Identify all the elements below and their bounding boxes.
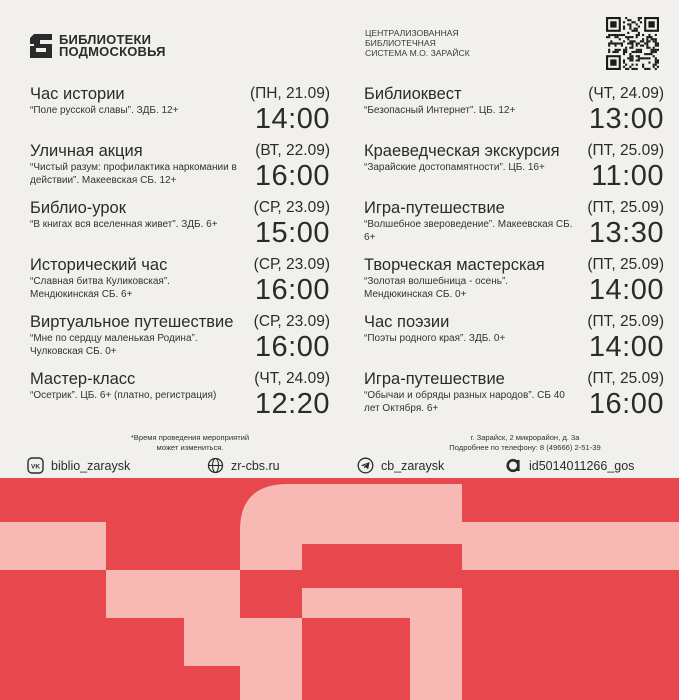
event-item [30, 199, 330, 255]
event-time: 12:20 [254, 388, 330, 420]
event-item [364, 370, 664, 426]
org-line1: ЦЕНТРАЛИЗОВАННАЯ [365, 28, 459, 38]
time-change-note [120, 433, 260, 453]
qr-code-icon[interactable] [606, 17, 659, 70]
globe-icon [207, 457, 224, 474]
telegram-link[interactable] [357, 457, 444, 474]
pattern-graphic [0, 478, 679, 700]
event-title: Мастер-класс [30, 370, 136, 388]
event-date: (СР, 23.09) [253, 256, 330, 273]
decorative-pattern [0, 478, 679, 700]
event-time: 14:00 [588, 274, 664, 306]
telegram-handle[interactable]: cb_zaraysk [381, 458, 445, 473]
event-item [30, 142, 330, 198]
contact-info [420, 433, 630, 453]
event-description: “Золотая волшебница - осень”. Мендюкинская СБ. 0+ [364, 276, 509, 300]
event-date: (ЧТ, 24.09) [588, 85, 664, 102]
event-title: Библио-урок [30, 199, 126, 217]
ok-handle[interactable]: id5014011266_gos [529, 458, 635, 473]
event-description: “Чистый разум: профилактика наркомании в действии”. Макеевская СБ. 12+ [30, 162, 237, 186]
svg-text:VK: VK [30, 463, 41, 471]
event-date: (ПТ, 25.09) [587, 313, 664, 330]
pattern-block-right-1 [462, 522, 679, 570]
website-link[interactable] [207, 457, 280, 474]
event-date: (ЧТ, 24.09) [254, 370, 330, 387]
event-time: 16:00 [254, 274, 330, 306]
event-title: Краеведческая экскурсия [364, 142, 560, 160]
org-line2: БИБЛИОТЕЧНАЯ [365, 38, 436, 48]
vk-link[interactable] [27, 457, 130, 474]
event-date: (ПТ, 25.09) [587, 256, 664, 273]
event-date: (СР, 23.09) [253, 199, 330, 216]
libraries-logo-icon [29, 33, 53, 59]
event-date: (ПТ, 25.09) [587, 199, 664, 216]
address: г. Зарайск, 2 микрорайон, д. 3а [470, 433, 580, 442]
event-title: Игра-путешествие [364, 370, 505, 388]
pattern-block-right-2 [410, 618, 462, 666]
event-title: Творческая мастерская [364, 256, 545, 274]
logo-text [59, 34, 166, 58]
event-time: 11:00 [591, 160, 664, 192]
event-title: Час истории [30, 85, 125, 103]
vk-handle[interactable]: biblio_zaraysk [51, 458, 131, 473]
event-time: 15:00 [254, 217, 330, 249]
organization-name [365, 28, 470, 58]
event-description: “Славная битва Куликовская”. Мендюкинская СБ. 6+ [30, 276, 170, 300]
note-line1: *Время проведения мероприятий [130, 433, 250, 442]
logo-line2: ПОДМОСКОВЬЯ [59, 44, 166, 59]
event-title: Библиоквест [364, 85, 462, 103]
logo [29, 33, 166, 59]
event-description: “Осетрик”. ЦБ. 6+ (платно, регистрация) [30, 390, 217, 401]
event-description: “Волшебное звероведение”. Макеевская СБ. 6+ [364, 219, 573, 243]
ok-icon [505, 457, 522, 474]
pattern-block-left-2 [106, 570, 240, 618]
event-title: Исторический час [30, 256, 168, 274]
logo-line1: БИБЛИОТЕКИ [59, 32, 152, 47]
event-title: Уличная акция [30, 142, 143, 160]
pattern-block-left-1 [0, 522, 106, 570]
event-time: 14:00 [254, 103, 330, 135]
pattern-block-left-3 [184, 618, 240, 666]
event-item [364, 199, 664, 255]
event-description: “Зарайские достопамятности”. ЦБ. 16+ [364, 162, 545, 173]
event-date: (ПН, 21.09) [249, 85, 330, 102]
phone: Подробнее по телефону: 8 (49666) 2-51-39 [449, 443, 601, 452]
event-time: 13:00 [588, 103, 664, 135]
telegram-icon [357, 457, 374, 474]
event-time: 16:00 [588, 388, 664, 420]
event-title: Игра-путешествие [364, 199, 505, 217]
event-item [30, 85, 330, 141]
event-date: (ПТ, 25.09) [587, 370, 664, 387]
event-time: 16:00 [254, 160, 330, 192]
event-description: “В книгах вся вселенная живет”. ЗДБ. 6+ [30, 219, 218, 230]
ok-link[interactable] [505, 457, 634, 474]
event-item [364, 256, 664, 312]
event-date: (СР, 23.09) [253, 313, 330, 330]
event-item [30, 313, 330, 369]
event-item [30, 370, 330, 426]
event-item [364, 85, 664, 141]
event-description: “Мне по сердцу маленькая Родина”. Чулковская СБ. 0+ [30, 333, 198, 357]
event-description: “Обычаи и обряды разных народов”. СБ 40 лет Октября. 6+ [364, 390, 565, 414]
event-title: Виртуальное путешествие [30, 313, 234, 331]
org-line3: СИСТЕМА М.О. ЗАРАЙСК [365, 48, 470, 58]
pattern-inner-block [302, 618, 410, 700]
event-time: 14:00 [588, 331, 664, 363]
event-title: Час поэзии [364, 313, 450, 331]
note-line2: может измениться. [156, 443, 224, 452]
event-item [364, 313, 664, 369]
event-item [364, 142, 664, 198]
event-description: “Поэты родного края”. ЗДБ. 0+ [364, 333, 506, 344]
event-time: 13:30 [588, 217, 664, 249]
event-description: “Безопасный Интернет”. ЦБ. 12+ [364, 105, 516, 116]
event-time: 16:00 [254, 331, 330, 363]
event-item [30, 256, 330, 312]
event-description: “Поле русской славы”. ЗДБ. 12+ [30, 105, 179, 116]
vk-icon [27, 457, 44, 474]
pattern-block-left-4 [240, 570, 302, 618]
website-url[interactable]: zr-cbs.ru [231, 458, 280, 473]
event-date: (ПТ, 25.09) [587, 142, 664, 159]
event-date: (ВТ, 22.09) [255, 142, 330, 159]
